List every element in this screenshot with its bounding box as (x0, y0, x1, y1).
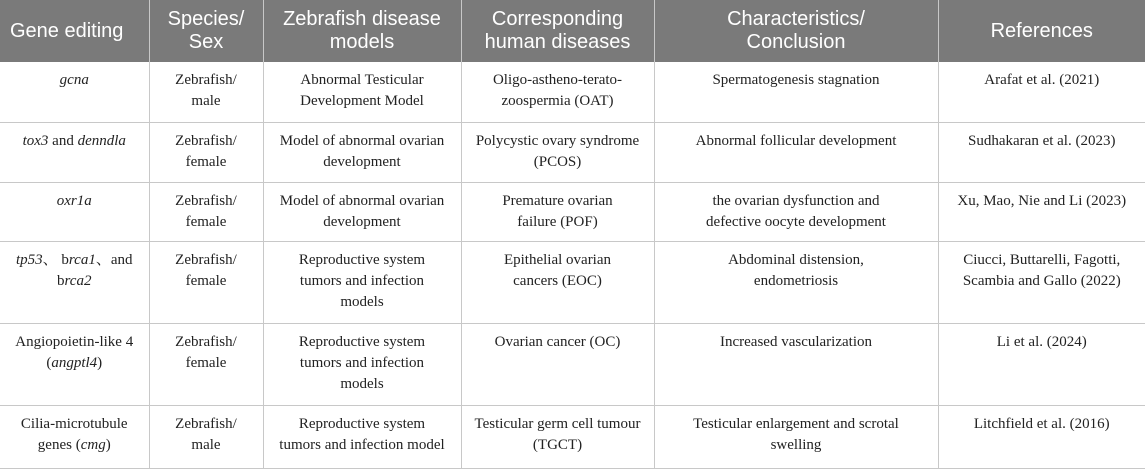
model-cell: Reproductive system tumors and infection model (263, 405, 461, 468)
model-cell: Model of abnormal ovarian development (263, 182, 461, 241)
species-cell: Zebrafish/ female (149, 122, 263, 182)
model-cell: Abnormal Testicular Development Model (263, 62, 461, 122)
human-disease-cell: Oligo-astheno-terato- zoospermia (OAT) (461, 62, 654, 122)
reference-cell: Xu, Mao, Nie and Li (2023) (938, 182, 1145, 241)
species-cell: Zebrafish/ male (149, 62, 263, 122)
model-cell: Reproductive system tumors and infection models (263, 323, 461, 405)
gene-cell: Cilia-microtubule genes (cmg) (0, 405, 149, 468)
gene-cell: Angiopoietin-like 4 (angptl4) (0, 323, 149, 405)
model-cell: Model of abnormal ovarian development (263, 122, 461, 182)
characteristics-cell: Abdominal distension, endometriosis (654, 241, 938, 323)
header-references: References (938, 0, 1145, 62)
species-cell: Zebrafish/ female (149, 323, 263, 405)
header-characteristics: Characteristics/ Conclusion (654, 0, 938, 62)
reference-cell: Ciucci, Buttarelli, Fagotti, Scambia and Gallo (2022) (938, 241, 1145, 323)
characteristics-cell: Testicular enlargement and scrotal swelling (654, 405, 938, 468)
human-disease-cell: Epithelial ovarian cancers (EOC) (461, 241, 654, 323)
human-disease-cell: Ovarian cancer (OC) (461, 323, 654, 405)
table-row (0, 323, 1145, 405)
reference-cell: Litchfield et al. (2016) (938, 405, 1145, 468)
table-row (0, 405, 1145, 468)
human-disease-cell: Testicular germ cell tumour (TGCT) (461, 405, 654, 468)
gene-cell: oxr1a (0, 182, 149, 241)
header-gene-editing: Gene editing (0, 0, 149, 62)
reference-cell: Arafat et al. (2021) (938, 62, 1145, 122)
characteristics-cell: Abnormal follicular development (654, 122, 938, 182)
table-row (0, 241, 1145, 323)
characteristics-cell: Spermatogenesis stagnation (654, 62, 938, 122)
species-cell: Zebrafish/ female (149, 241, 263, 323)
species-cell: Zebrafish/ female (149, 182, 263, 241)
header-row (0, 0, 1145, 62)
human-disease-cell: Polycystic ovary syndrome (PCOS) (461, 122, 654, 182)
gene-cell: tp53、 brca1、and brca2 (0, 241, 149, 323)
species-cell: Zebrafish/ male (149, 405, 263, 468)
header-human-diseases: Corresponding human diseases (461, 0, 654, 62)
human-disease-cell: Premature ovarian failure (POF) (461, 182, 654, 241)
gene-cell: gcna (0, 62, 149, 122)
model-cell: Reproductive system tumors and infection models (263, 241, 461, 323)
gene-cell: tox3 and denndla (0, 122, 149, 182)
header-species-sex: Species/ Sex (149, 0, 263, 62)
table-row (0, 182, 1145, 241)
header-zebrafish-models: Zebrafish disease models (263, 0, 461, 62)
characteristics-cell: Increased vascularization (654, 323, 938, 405)
reference-cell: Li et al. (2024) (938, 323, 1145, 405)
reference-cell: Sudhakaran et al. (2023) (938, 122, 1145, 182)
characteristics-cell: the ovarian dysfunction and defective oocyte development (654, 182, 938, 241)
table-row (0, 62, 1145, 122)
table-row (0, 122, 1145, 182)
